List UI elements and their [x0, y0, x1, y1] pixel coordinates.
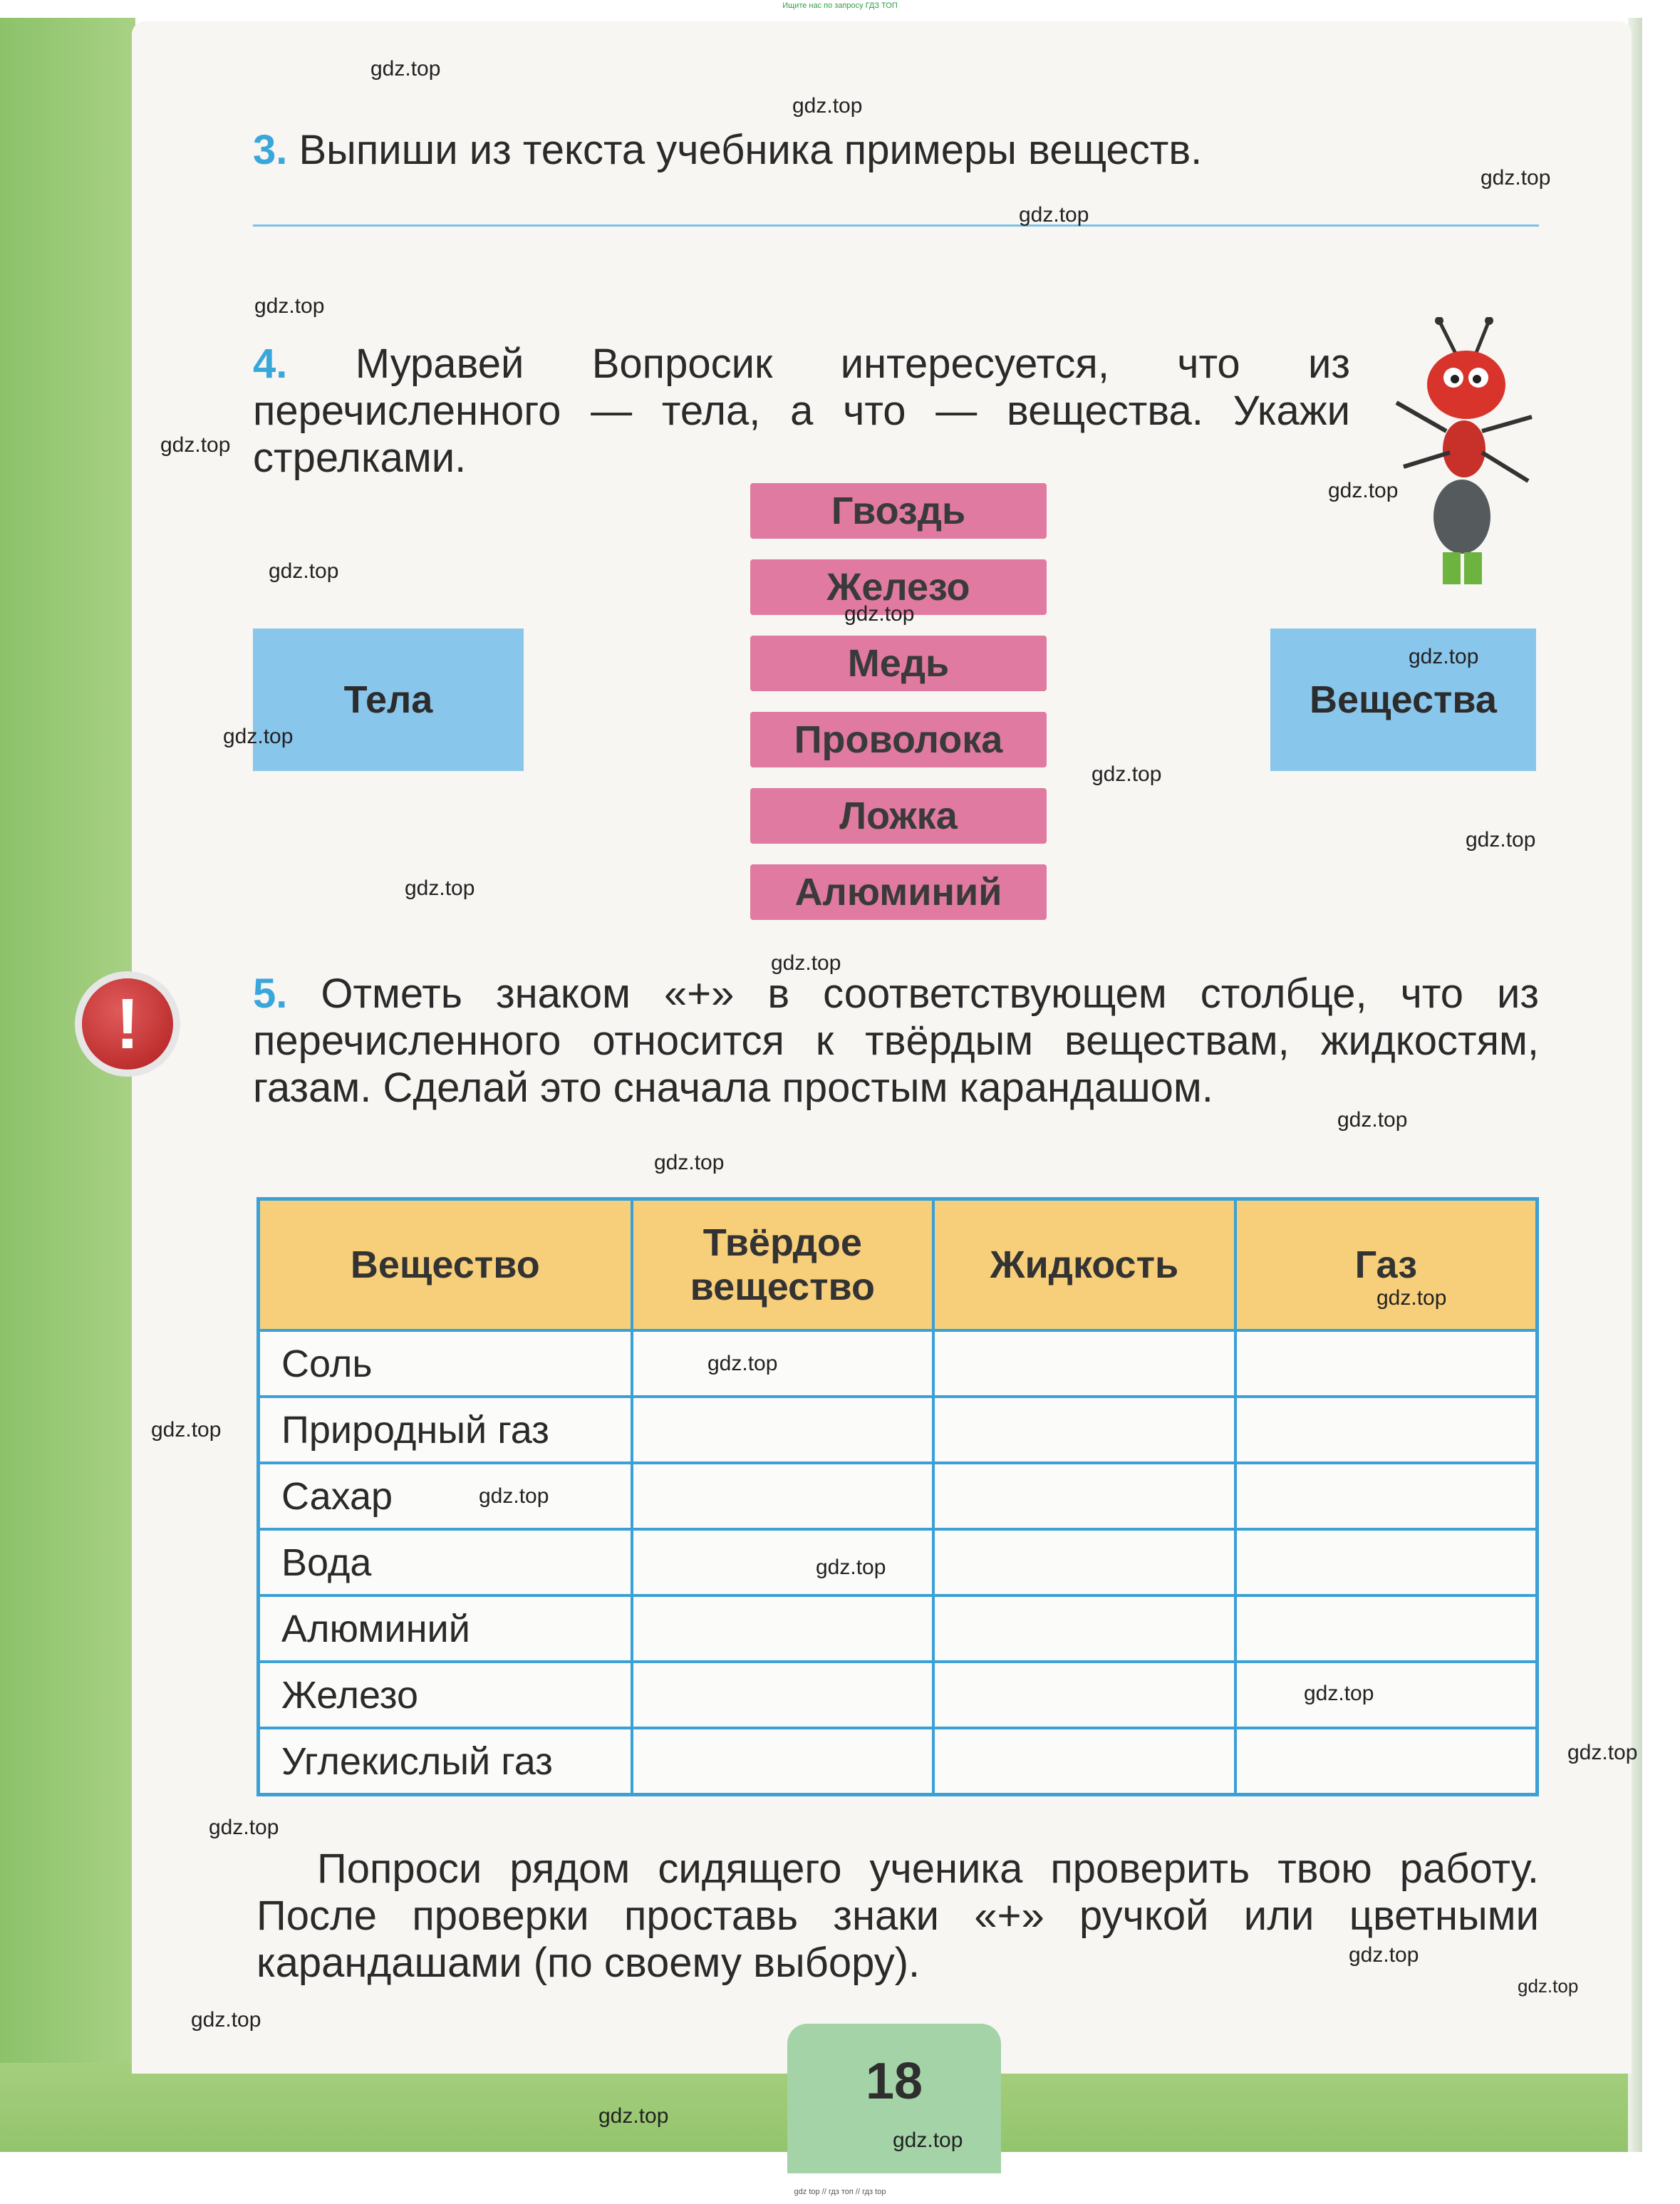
- liquid-check-cell[interactable]: [933, 1330, 1235, 1397]
- word-card[interactable]: Гвоздь: [750, 483, 1047, 539]
- table-row: [259, 1595, 1538, 1662]
- gas-check-cell[interactable]: [1235, 1463, 1538, 1529]
- column-header: Газ: [1235, 1199, 1538, 1331]
- watermark: gdz.top: [151, 1418, 222, 1442]
- watermark: gdz.top: [269, 559, 339, 583]
- watermark: gdz.top: [1304, 1682, 1374, 1705]
- column-header: Жидкость: [933, 1199, 1235, 1331]
- gas-check-cell[interactable]: [1235, 1662, 1538, 1728]
- watermark: gdz.top: [479, 1484, 549, 1508]
- solid-check-cell[interactable]: [632, 1728, 934, 1795]
- header-note: Ищите нас по запросу ГДЗ ТОП: [782, 1, 898, 10]
- task-4-text: Муравей Вопросик интересуется, что из перечисленного — тела, а что — вещества. Укажи стрелками.: [253, 341, 1351, 481]
- substances-category-box[interactable]: Вещества: [1270, 628, 1536, 771]
- footer-instruction: Попроси рядом сидящего ученика проверить твою работу. После проверки проставь знаки «+» ручкой или цветными карандашами (по своему выбору).: [256, 1846, 1539, 1986]
- liquid-check-cell[interactable]: [933, 1463, 1235, 1529]
- left-green-margin: [0, 18, 135, 2152]
- column-header: Твёрдое вещество: [632, 1199, 934, 1331]
- table-row: [259, 1529, 1538, 1595]
- substance-cell: Природный газ: [259, 1397, 632, 1463]
- watermark: gdz.top: [254, 294, 325, 318]
- watermark: gdz.top: [1481, 166, 1551, 190]
- table-row: [259, 1397, 1538, 1463]
- gas-check-cell[interactable]: [1235, 1397, 1538, 1463]
- table-row: [259, 1728, 1538, 1795]
- word-card[interactable]: Железо: [750, 559, 1047, 615]
- watermark: gdz.top: [405, 876, 475, 900]
- exclamation-icon: !: [75, 971, 180, 1077]
- substance-cell: Железо: [259, 1662, 632, 1728]
- substance-cell: Сахар: [259, 1463, 632, 1529]
- word-card[interactable]: Медь: [750, 636, 1047, 691]
- watermark: gdz.top: [1409, 645, 1479, 668]
- liquid-check-cell[interactable]: [933, 1397, 1235, 1463]
- gas-check-cell[interactable]: [1235, 1529, 1538, 1595]
- watermark: gdz.top: [707, 1352, 778, 1375]
- watermark: gdz.top: [1328, 479, 1399, 502]
- substance-cell: Углекислый газ: [259, 1728, 632, 1795]
- liquid-check-cell[interactable]: [933, 1595, 1235, 1662]
- task-3-number: 3.: [253, 127, 288, 173]
- watermark: gdz.top: [191, 2008, 261, 2032]
- watermark: gdz.top: [1092, 762, 1162, 786]
- solid-check-cell[interactable]: [632, 1463, 934, 1529]
- footer-note: gdz top // гдз топ // гдз top: [794, 2188, 886, 2196]
- watermark: gdz.top: [1349, 1943, 1419, 1967]
- liquid-check-cell[interactable]: [933, 1728, 1235, 1795]
- gas-check-cell[interactable]: [1235, 1595, 1538, 1662]
- task-5: [253, 971, 1539, 1112]
- liquid-check-cell[interactable]: [933, 1662, 1235, 1728]
- watermark: gdz.top: [1376, 1286, 1447, 1310]
- substance-cell: Алюминий: [259, 1595, 632, 1662]
- column-header: Вещество: [259, 1199, 632, 1331]
- task-4: [253, 341, 1350, 482]
- watermark: gdz.top: [792, 94, 863, 118]
- watermark: gdz.top: [1567, 1741, 1638, 1764]
- watermark: gdz.top: [654, 1151, 725, 1174]
- solid-check-cell[interactable]: [632, 1662, 934, 1728]
- task-3: [253, 127, 1539, 174]
- task-5-text: Отметь знаком «+» в соответствующем столбце, что из перечисленного относится к твёрдым веществам, жидкостям, газам. Сделай это сначала простым карандашом.: [253, 971, 1539, 1111]
- word-card[interactable]: Проволока: [750, 712, 1047, 767]
- task-3-text: Выпиши из текста учебника примеры веществ.: [299, 127, 1203, 173]
- watermark: gdz.top: [370, 57, 441, 81]
- ant-character-illustration: [1382, 317, 1546, 591]
- substance-cell: Соль: [259, 1330, 632, 1397]
- solid-check-cell[interactable]: [632, 1330, 934, 1397]
- watermark: gdz.top: [844, 602, 915, 626]
- watermark: gdz.top: [598, 2104, 669, 2128]
- table-row: [259, 1463, 1538, 1529]
- task-5-number: 5.: [253, 971, 288, 1017]
- watermark: gdz.top: [816, 1556, 886, 1579]
- watermark: gdz.top: [1518, 1975, 1579, 1997]
- substance-classification-table: [256, 1197, 1539, 1796]
- word-card[interactable]: Алюминий: [750, 864, 1047, 920]
- word-card[interactable]: Ложка: [750, 788, 1047, 844]
- task-4-number: 4.: [253, 341, 288, 387]
- watermark: gdz.top: [1466, 828, 1536, 852]
- substance-cell: Вода: [259, 1529, 632, 1595]
- gas-check-cell[interactable]: [1235, 1330, 1538, 1397]
- gas-check-cell[interactable]: [1235, 1728, 1538, 1795]
- watermark: gdz.top: [1337, 1108, 1408, 1132]
- page-number: 18: [865, 2053, 923, 2110]
- bodies-category-box[interactable]: Тела: [253, 628, 524, 771]
- watermark: gdz.top: [160, 433, 231, 457]
- liquid-check-cell[interactable]: [933, 1529, 1235, 1595]
- solid-check-cell[interactable]: [632, 1595, 934, 1662]
- answer-line[interactable]: [253, 224, 1539, 227]
- watermark: gdz.top: [209, 1816, 279, 1839]
- table-row: [259, 1330, 1538, 1397]
- solid-check-cell[interactable]: [632, 1397, 934, 1463]
- watermark: gdz.top: [771, 951, 841, 975]
- watermark: gdz.top: [223, 725, 294, 748]
- watermark: gdz.top: [1019, 203, 1089, 227]
- watermark: gdz.top: [893, 2128, 963, 2152]
- solid-check-cell[interactable]: [632, 1529, 934, 1595]
